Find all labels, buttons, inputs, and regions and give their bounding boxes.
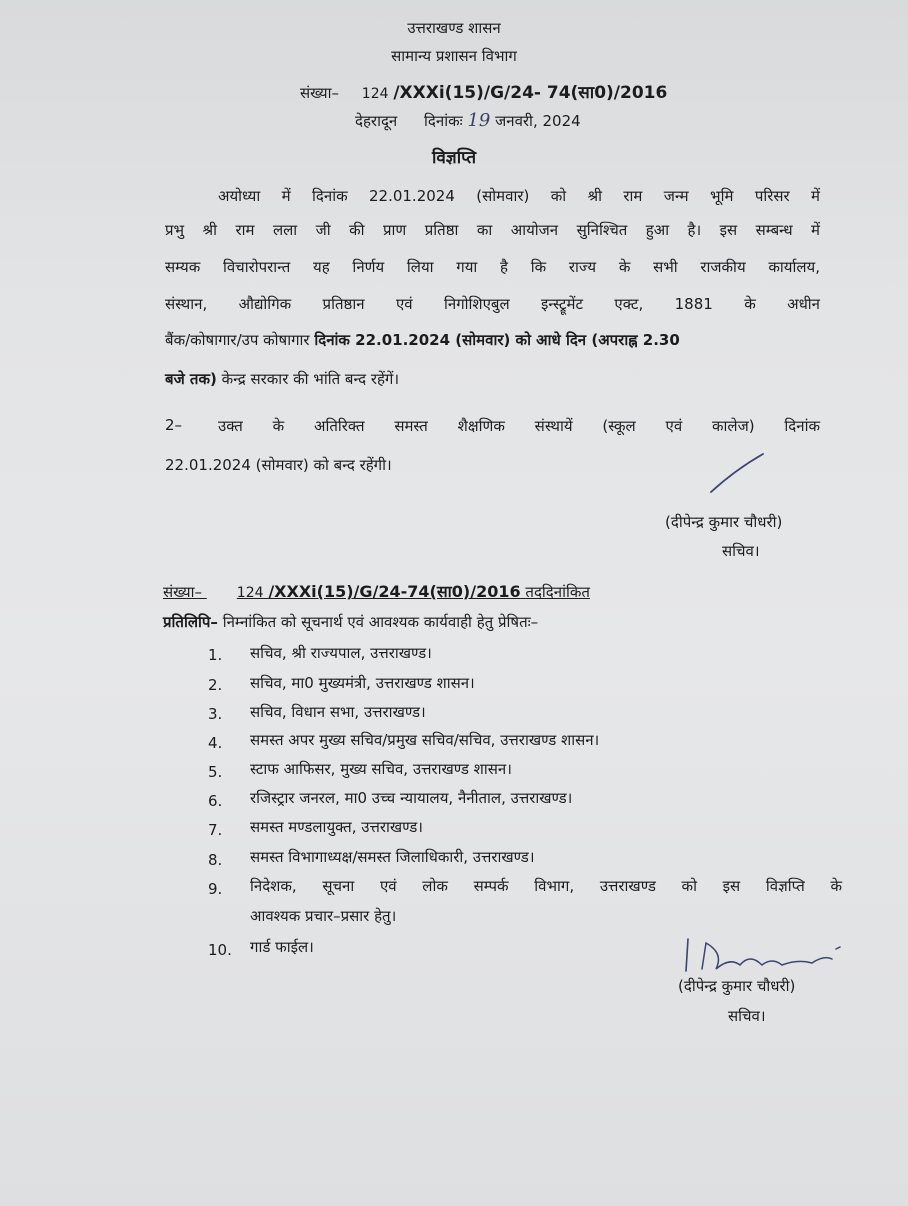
para1-line-5: [165, 330, 680, 350]
recipient-number: 10.: [208, 941, 232, 959]
recipient-number: 1.: [208, 646, 223, 664]
date-day-handwritten: 19: [467, 110, 491, 131]
para2-number: 2–: [165, 416, 183, 434]
copy-label: प्रतिलिपि–: [163, 613, 218, 631]
recipient-text: गार्ड फाईल।: [250, 938, 314, 956]
copy-reference-code: /XXXi(15)/G/24-74(सा0)/2016: [268, 582, 521, 601]
recipient-text: निदेशक, सूचना एवं लोक सम्पर्क विभाग, उत्तराखण्ड को इस विज्ञप्ति के: [250, 877, 842, 895]
reference-label: संख्या–: [300, 84, 340, 102]
signatory-name-1: (दीपेन्द्र कुमार चौधरी): [665, 513, 783, 531]
recipient-number: 9.: [208, 880, 223, 898]
copy-reference-suffix: तददिनांकित: [525, 583, 590, 601]
para1-line-6-bold: बजे तक): [165, 370, 217, 388]
para1-line-5-start: बैंक/कोषागार/उप कोषागार: [165, 331, 310, 349]
signatory-name-2: (दीपेन्द्र कुमार चौधरी): [678, 977, 796, 995]
date-month-year: जनवरी, 2024: [495, 112, 581, 130]
recipient-number: 2.: [208, 676, 223, 694]
copy-reference-line: [163, 580, 590, 602]
recipient-text: समस्त मण्डलायुक्त, उत्तराखण्ड।: [250, 818, 423, 836]
recipient-text: समस्त अपर मुख्य सचिव/प्रमुख सचिव/सचिव, उत्तराखण्ड शासन।: [250, 731, 600, 749]
reference-line: [300, 80, 667, 103]
signatory-designation-1: सचिव।: [722, 542, 760, 560]
recipient-text: रजिस्ट्रार जनरल, मा0 उच्च न्यायालय, नैनीताल, उत्तराखण्ड।: [250, 789, 573, 807]
date-label: दिनांकः: [424, 112, 463, 130]
recipient-text: स्टाफ आफिसर, मुख्य सचिव, उत्तराखण्ड शासन।: [250, 760, 512, 778]
copy-header: [163, 612, 538, 632]
recipient-number: 7.: [208, 821, 223, 839]
para1-line-3: सम्यक विचारोपरान्त यह निर्णय लिया गया है कि राज्य के सभी राजकीय कार्यालय,: [165, 258, 820, 276]
government-heading: उत्तराखण्ड शासन: [407, 19, 501, 37]
para1-line-5-bold: दिनांक 22.01.2024 (सोमवार) को आधे दिन (अपराह्न 2.30: [314, 331, 680, 349]
recipient-number: 6.: [208, 792, 223, 810]
signature-scribble: [680, 935, 850, 977]
reference-number: 124: [361, 86, 389, 102]
recipient-text-continued: आवश्यक प्रचार–प्रसार हेतु।: [250, 907, 397, 925]
recipient-text: सचिव, विधान सभा, उत्तराखण्ड।: [250, 703, 426, 721]
recipient-number: 5.: [208, 763, 223, 781]
recipient-text: सचिव, मा0 मुख्यमंत्री, उत्तराखण्ड शासन।: [250, 674, 475, 692]
recipient-number: 3.: [208, 705, 223, 723]
copy-reference-number: 124: [236, 585, 264, 601]
place-name: देहरादून: [355, 112, 398, 130]
reference-code: /XXXi(15)/G/24- 74(सा0)/2016: [393, 83, 668, 103]
signatory-designation-2: सचिव।: [728, 1007, 766, 1025]
department-heading: सामान्य प्रशासन विभाग: [391, 47, 517, 65]
notice-title: विज्ञप्ति: [431, 148, 477, 168]
para1-line-6: [165, 369, 399, 389]
para1-line-6-rest: केन्द्र सरकार की भांति बन्द रहेंगें।: [221, 370, 400, 388]
recipient-text: सचिव, श्री राज्यपाल, उत्तराखण्ड।: [250, 644, 432, 662]
recipient-text: समस्त विभागाध्यक्ष/समस्त जिलाधिकारी, उत्तराखण्ड।: [250, 848, 535, 866]
place-date-line: [355, 110, 581, 131]
para1-line-4: संस्थान, औद्योगिक प्रतिष्ठान एवं निगोशिएबुल इन्स्ट्रूमेंट एक्ट, 1881 के अधीन: [165, 295, 820, 313]
recipient-number: 4.: [208, 734, 223, 752]
para1-line-1: अयोध्या में दिनांक 22.01.2024 (सोमवार) को श्री राम जन्म भूमि परिसर में: [218, 187, 820, 205]
para2-line-1: उक्त के अतिरिक्त समस्त शैक्षणिक संस्थायें (स्कूल एवं कालेज) दिनांक: [218, 417, 820, 435]
recipient-number: 8.: [208, 851, 223, 869]
para2-line-2: 22.01.2024 (सोमवार) को बन्द रहेंगी।: [165, 456, 392, 474]
signature-stroke: [705, 450, 775, 498]
para1-line-2: प्रभु श्री राम लला जी की प्राण प्रतिष्ठा का आयोजन सुनिश्चित हुआ है। इस सम्बन्ध में: [165, 221, 820, 239]
copy-text: निम्नांकित को सूचनार्थ एवं आवश्यक कार्यवाही हेतु प्रेषितः–: [222, 613, 539, 631]
copy-reference-label: संख्या–: [163, 583, 203, 601]
